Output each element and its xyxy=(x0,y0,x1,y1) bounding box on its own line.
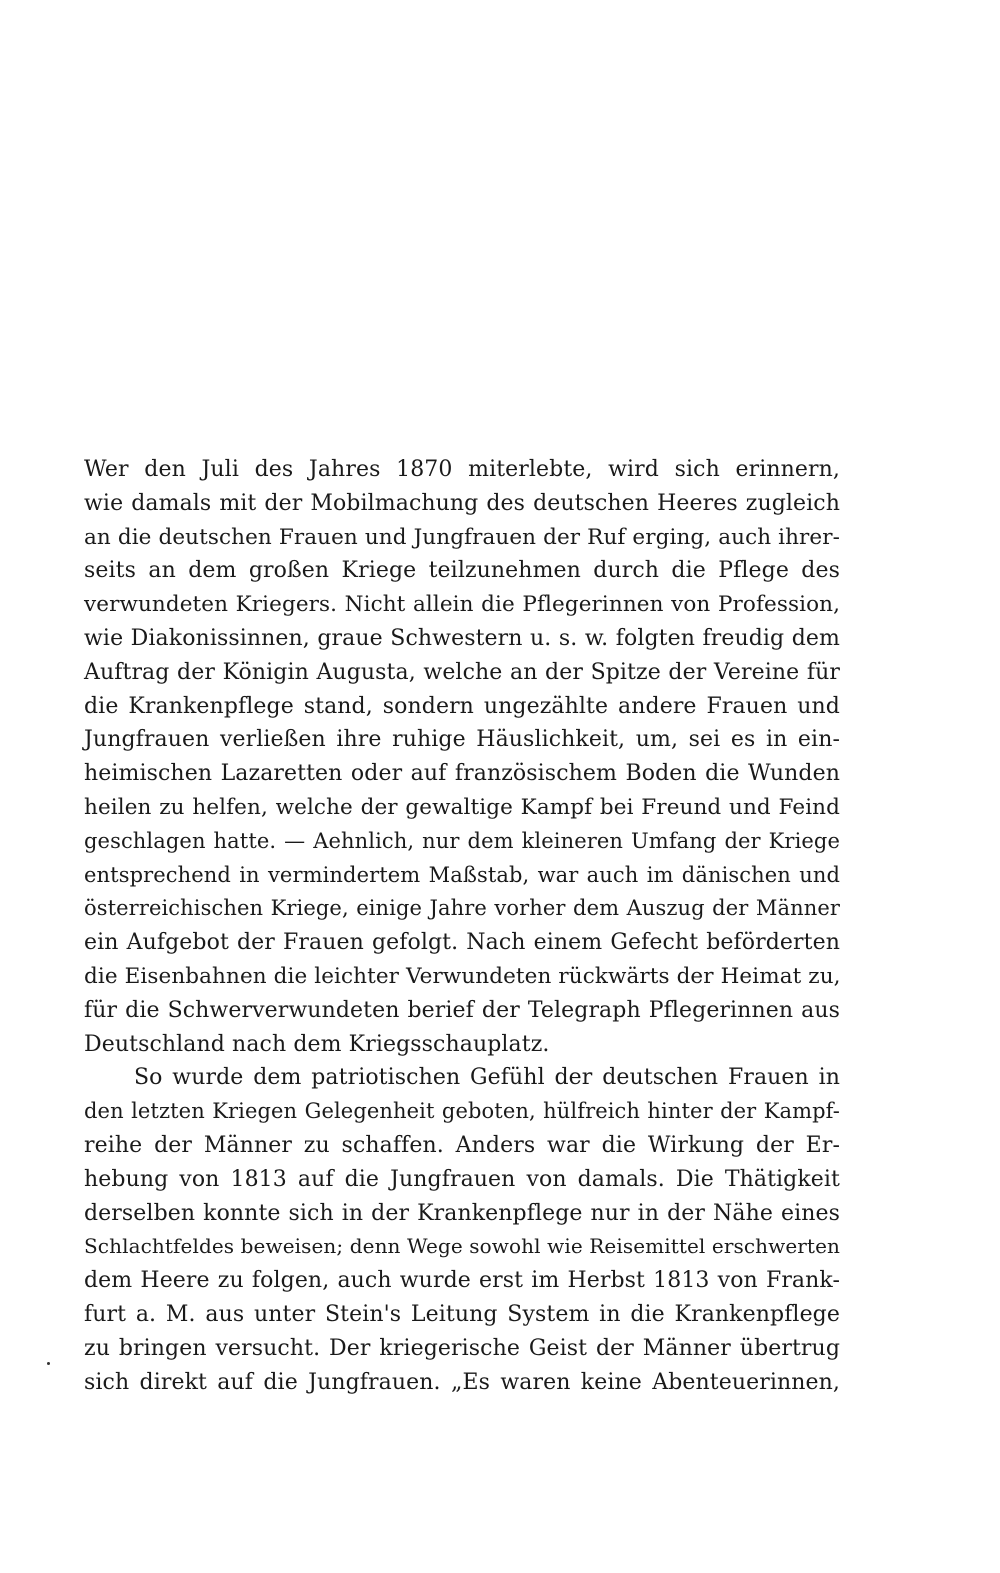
text-line: Auftrag der Königin Augusta, welche an der Spitze der Vereine für xyxy=(84,659,840,685)
text-line: dem Heere zu folgen, auch wurde erst im Herbst 1813 von Frank- xyxy=(84,1268,840,1294)
text-line: Wer den Juli des Jahres 1870 miterlebte, wird sich erinnern, xyxy=(84,457,840,482)
text-line: Jungfrauen verließen ihre ruhige Häuslichkeit, um, sei es in ein- xyxy=(84,727,840,753)
text-line: derselben konnte sich in der Krankenpflege nur in der Nähe eines xyxy=(84,1200,840,1226)
text-line: furt a. M. aus unter Stein's Leitung System in die Krankenpflege xyxy=(84,1301,840,1327)
text-line: wie Diakonissinnen, graue Schwestern u. s. w. folgten freudig dem xyxy=(84,625,840,651)
text-line: heilen zu helfen, welche der gewaltige Kampf bei Freund und Feind xyxy=(84,794,840,820)
text-line: seits an dem großen Kriege teilzunehmen durch die Pflege des xyxy=(84,558,840,584)
text-line: Deutschland nach dem Kriegsschauplatz. xyxy=(84,1031,550,1057)
text-line: den letzten Kriegen Gelegenheit geboten, hülfreich hinter der Kampf- xyxy=(84,1099,840,1124)
text-line: So wurde dem patriotischen Gefühl der deutschen Frauen in xyxy=(134,1065,840,1091)
text-line: geschlagen hatte. — Aehnlich, nur dem kleineren Umfang der Kriege xyxy=(84,828,840,853)
text-line: ein Aufgebot der Frauen gefolgt. Nach einem Gefecht beförderten xyxy=(84,930,840,956)
text-line: reihe der Männer zu schaffen. Anders war die Wirkung der Er- xyxy=(84,1132,840,1158)
margin-mark xyxy=(47,1362,50,1365)
text-line: für die Schwerverwundeten berief der Telegraph Pflegerinnen aus xyxy=(84,997,840,1023)
text-line: an die deutschen Frauen und Jungfrauen der Ruf erging, auch ihrer- xyxy=(84,524,840,550)
text-line: Schlachtfeldes beweisen; denn Wege sowohl wie Reisemittel erschwerten xyxy=(84,1234,840,1259)
text-line: die Eisenbahnen die leichter Verwundeten rückwärts der Heimat zu, xyxy=(84,963,841,989)
text-line: heimischen Lazaretten oder auf französischem Boden die Wunden xyxy=(84,761,840,787)
text-line: wie damals mit der Mobilmachung des deutschen Heeres zugleich xyxy=(84,490,840,516)
text-line: österreichischen Kriege, einige Jahre vorher dem Auszug der Männer xyxy=(84,896,840,921)
text-line: hebung von 1813 auf die Jungfrauen von damals. Die Thätigkeit xyxy=(84,1166,840,1192)
body-text xyxy=(84,453,840,1399)
text-line: zu bringen versucht. Der kriegerische Geist der Männer übertrug xyxy=(84,1335,840,1361)
text-line: die Krankenpflege stand, sondern ungezählte andere Frauen und xyxy=(84,693,840,719)
text-line: verwundeten Kriegers. Nicht allein die Pflegerinnen von Profession, xyxy=(84,592,840,618)
text-line: sich direkt auf die Jungfrauen. „Es waren keine Abenteuerinnen, xyxy=(84,1369,840,1395)
text-line: entsprechend in vermindertem Maßstab, war auch im dänischen und xyxy=(84,862,840,887)
